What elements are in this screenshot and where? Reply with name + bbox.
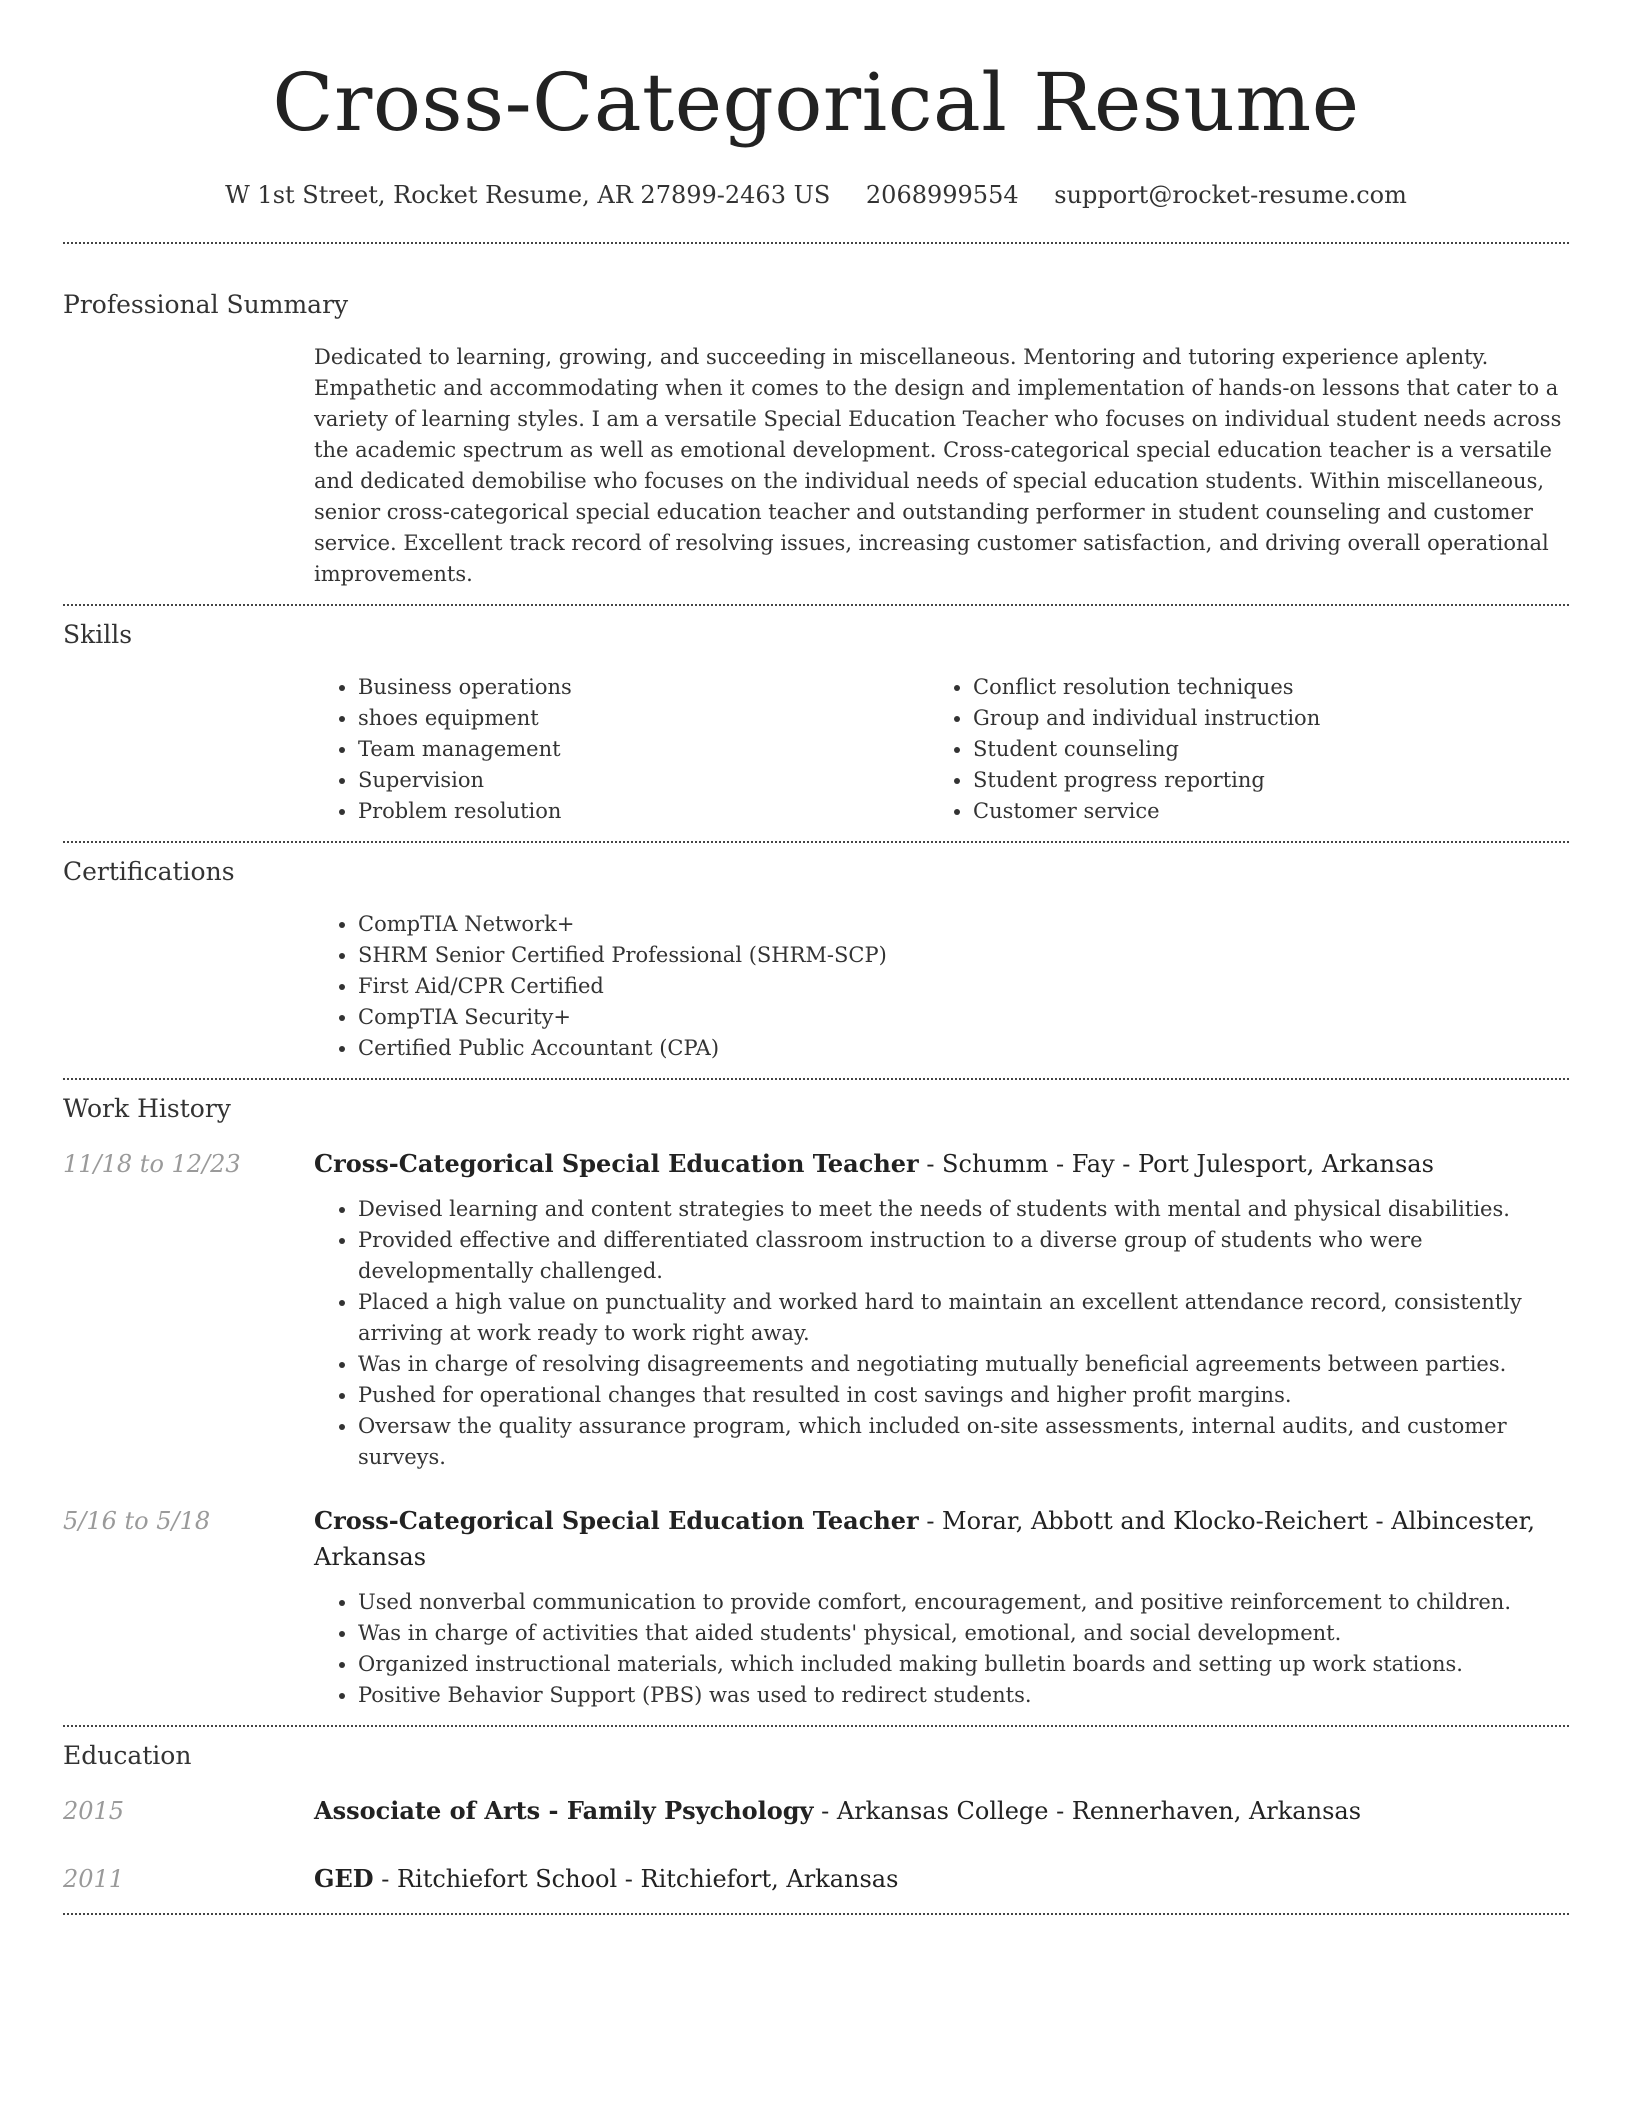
job-dates: 11/18 to 12/23 — [63, 1150, 241, 1178]
job-role: Cross-Categorical Special Education Teacher — [314, 1506, 919, 1535]
job-bullets — [314, 1194, 1569, 1473]
section-title-education: Education — [63, 1741, 192, 1770]
list-item: • Problem resolution — [358, 796, 929, 827]
section-title-skills: Skills — [63, 620, 133, 649]
list-item: • Group and individual instruction — [973, 703, 1544, 734]
section-title-certifications: Certifications — [63, 857, 235, 886]
job-title — [314, 1503, 1569, 1575]
job-entry — [63, 1146, 1569, 1473]
education-year: 2015 — [63, 1797, 125, 1825]
contact-line — [63, 178, 1569, 212]
job-employer: - Morar, Abbott and Klocko-Reichert - Albincester, Arkansas — [314, 1507, 1536, 1571]
education-entry — [63, 1793, 1569, 1829]
list-item: • Student counseling — [973, 734, 1544, 765]
job-bullets — [314, 1587, 1569, 1711]
skills-list-right — [929, 672, 1544, 827]
education-school: - Ritchiefort School - Ritchiefort, Arkansas — [373, 1865, 899, 1893]
list-item: • Provided effective and differentiated classroom instruction to a diverse group of students who were developmentally challenged. — [358, 1225, 1569, 1287]
list-item: • Conflict resolution techniques — [973, 672, 1544, 703]
list-item: • Was in charge of activities that aided students' physical, emotional, and social development. — [358, 1618, 1569, 1649]
section-title-summary: Professional Summary — [63, 290, 349, 319]
list-item: • Customer service — [973, 796, 1544, 827]
list-item: • Team management — [358, 734, 929, 765]
education-degree: GED — [314, 1864, 374, 1893]
contact-address: W 1st Street, Rocket Resume, AR 27899-2463 US — [225, 181, 831, 209]
list-item: • First Aid/CPR Certified — [358, 971, 1569, 1002]
job-title — [314, 1146, 1569, 1182]
skills-column-right — [929, 672, 1544, 827]
education-school: - Arkansas College - Rennerhaven, Arkansas — [813, 1797, 1362, 1825]
education-details — [314, 1793, 1361, 1829]
divider — [63, 1913, 1569, 1915]
list-item: • Pushed for operational changes that resulted in cost savings and higher profit margins. — [358, 1380, 1569, 1411]
certifications-section — [63, 843, 1569, 1078]
list-item: • Student progress reporting — [973, 765, 1544, 796]
education-details — [314, 1861, 898, 1897]
list-item: • Oversaw the quality assurance program, which included on-site assessments, internal audits, and customer surveys. — [358, 1411, 1569, 1473]
summary-section — [63, 244, 1569, 604]
list-item: • Placed a high value on punctuality and worked hard to maintain an excellent attendance record, consistently arriving at work ready to work right away. — [358, 1287, 1569, 1349]
job-employer: - Schumm - Fay - Port Julesport, Arkansas — [918, 1150, 1434, 1178]
certifications-list — [314, 909, 1569, 1064]
summary-body — [314, 342, 1569, 590]
list-item: • CompTIA Security+ — [358, 1002, 1569, 1033]
job-entry — [63, 1503, 1569, 1711]
section-title-work-history: Work History — [63, 1094, 231, 1123]
list-item: • SHRM Senior Certified Professional (SHRM-SCP) — [358, 940, 1569, 971]
job-details — [314, 1146, 1569, 1473]
skills-list-left — [314, 672, 929, 827]
list-item: • shoes equipment — [358, 703, 929, 734]
list-item: • Certified Public Accountant (CPA) — [358, 1033, 1569, 1064]
list-item: • Business operations — [358, 672, 929, 703]
list-item: • Was in charge of resolving disagreements and negotiating mutually beneficial agreements between parties. — [358, 1349, 1569, 1380]
summary-text: Dedicated to learning, growing, and succeeding in miscellaneous. Mentoring and tutoring experience aplenty. Empathetic and accommodating when it comes to the design and implementation of hands-on lessons that cater to a variety of learning styles. I am a versatile Special Education Teacher who focuses on individual student needs across the academic spectrum as well as emotional development. Cross-categorical special education teacher is a versatile and dedicated demobilise who focuses on the individual needs of special education students. Within miscellaneous, senior cross-categorical special education teacher and outstanding performer in student counseling and customer service. Excellent track record of resolving issues, increasing customer satisfaction, and driving overall operational improvements. — [314, 345, 1562, 586]
work-history-section — [63, 1080, 1569, 1725]
education-section — [63, 1727, 1569, 1913]
list-item: • Devised learning and content strategies to meet the needs of students with mental and physical disabilities. — [358, 1194, 1569, 1225]
list-item: • CompTIA Network+ — [358, 909, 1569, 940]
resume-header — [63, 0, 1569, 212]
list-item: • Supervision — [358, 765, 929, 796]
list-item: • Organized instructional materials, which included making bulletin boards and setting up work stations. — [358, 1649, 1569, 1680]
skills-column-left — [314, 672, 929, 827]
contact-phone: 2068999554 — [865, 181, 1019, 209]
job-role: Cross-Categorical Special Education Teacher — [314, 1149, 919, 1178]
skills-grid — [314, 672, 1569, 827]
list-item: • Positive Behavior Support (PBS) was used to redirect students. — [358, 1680, 1569, 1711]
list-item: • Used nonverbal communication to provide comfort, encouragement, and positive reinforcement to children. — [358, 1587, 1569, 1618]
education-entry — [63, 1861, 1569, 1897]
contact-email: support@rocket-resume.com — [1054, 181, 1407, 209]
job-dates: 5/16 to 5/18 — [63, 1507, 211, 1535]
skills-section — [63, 606, 1569, 841]
education-year: 2011 — [63, 1865, 125, 1893]
resume-name: Cross-Categorical Resume — [272, 56, 1360, 149]
certifications-body — [314, 909, 1569, 1064]
job-details — [314, 1503, 1569, 1711]
education-degree: Associate of Arts - Family Psychology — [314, 1796, 814, 1825]
